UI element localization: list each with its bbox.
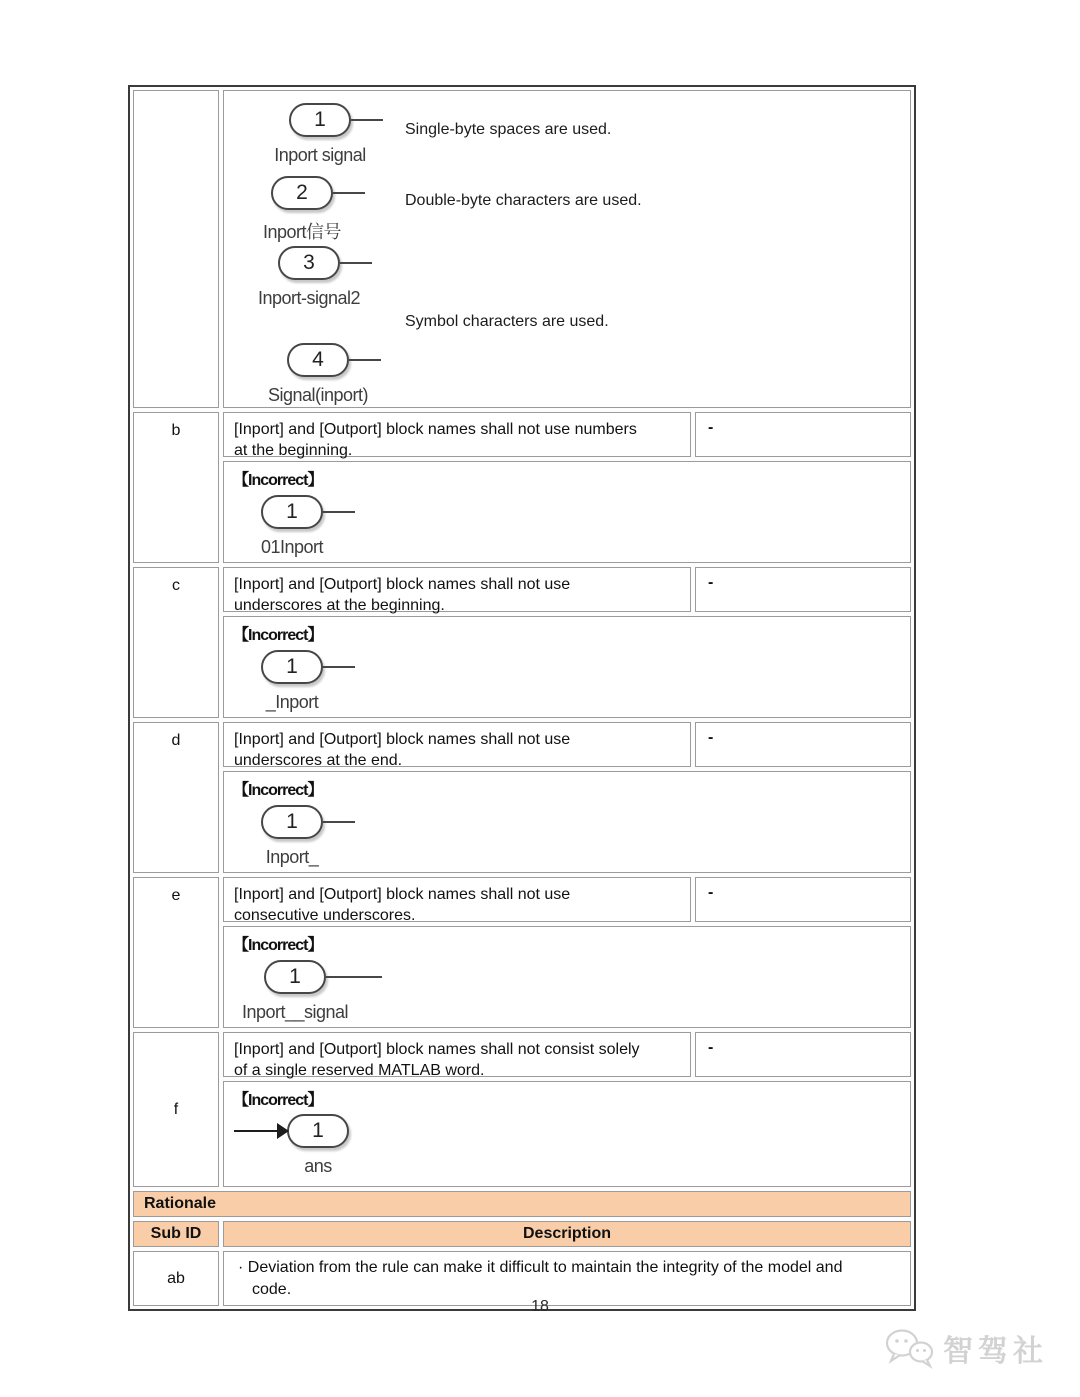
- input-arrow-icon: [234, 1130, 286, 1132]
- rule-description-cell: [223, 412, 691, 460]
- example-cell-top: [223, 90, 911, 408]
- inport-block-figure: [287, 1114, 349, 1177]
- inport-block: [271, 176, 333, 210]
- inport-block-label: Inport__signal: [241, 1002, 349, 1022]
- sub-id-cell-empty: [133, 90, 219, 408]
- incorrect-label: 【Incorrect】: [233, 782, 323, 799]
- rule-description: [Inport] and [Outport] block names shall not use underscores at the end.: [234, 731, 571, 770]
- inport-block-figure: [262, 176, 342, 244]
- inport-block-label: Inport_: [265, 847, 319, 867]
- modifier-cell: -: [695, 877, 911, 922]
- inport-block: [289, 103, 351, 137]
- example-annotation: Symbol characters are used.: [405, 313, 609, 330]
- signal-line: [326, 976, 382, 978]
- sub-id-cell: e: [133, 877, 219, 1028]
- incorrect-example-cell: [223, 461, 911, 563]
- incorrect-label: 【Incorrect】: [233, 937, 323, 954]
- port-number: 3: [303, 251, 315, 274]
- table-row-rule-d: [133, 722, 911, 873]
- table-row-rule-c: [133, 567, 911, 718]
- inport-block-label: _Inport: [265, 692, 319, 712]
- table-row-rule-f: [133, 1032, 911, 1187]
- rationale-text: Deviation from the rule can make it difficult to maintain the integrity of the model and code.: [247, 1259, 843, 1298]
- rule-description-cell: [223, 1032, 691, 1080]
- guideline-table: [128, 85, 916, 1311]
- signal-line: [323, 511, 355, 513]
- inport-block-label: Signal(inport): [267, 385, 369, 405]
- port-number: 1: [286, 500, 298, 523]
- inport-block-figure: [261, 495, 323, 558]
- table-row-rule-e: [133, 877, 911, 1028]
- port-number: 1: [286, 655, 298, 678]
- sub-id-cell: d: [133, 722, 219, 873]
- bullet: ·: [238, 1259, 244, 1276]
- port-number: 1: [289, 965, 301, 988]
- rule-description-cell: [223, 722, 691, 770]
- sub-id-cell: f: [133, 1032, 219, 1187]
- inport-block-figure: [274, 103, 366, 166]
- modifier-cell: -: [695, 412, 911, 457]
- inport-block: [278, 246, 340, 280]
- rationale-title: Rationale: [133, 1191, 911, 1217]
- signal-line: [340, 262, 372, 264]
- rule-description-cell: [223, 877, 691, 925]
- signal-line: [333, 192, 365, 194]
- incorrect-label: 【Incorrect】: [233, 627, 323, 644]
- port-number: 1: [312, 1119, 324, 1142]
- inport-block: [261, 805, 323, 839]
- inport-block-figure: [241, 960, 349, 1023]
- inport-block-label: ans: [304, 1156, 332, 1176]
- sub-id-cell: ab: [133, 1251, 219, 1306]
- inport-block: [261, 495, 323, 529]
- modifier-cell: -: [695, 722, 911, 767]
- description-header: Description: [223, 1221, 911, 1247]
- example-annotation: Double-byte characters are used.: [405, 192, 642, 209]
- inport-block-figure: [257, 246, 361, 309]
- inport-block-label: Inport-signal2: [257, 288, 361, 308]
- watermark: [883, 1326, 1048, 1370]
- signal-line: [323, 666, 355, 668]
- inport-block: [287, 343, 349, 377]
- table-row-rationale-headers: [133, 1221, 911, 1247]
- table-row-rationale: [133, 1191, 911, 1217]
- inport-block: [261, 650, 323, 684]
- sub-id-header: Sub ID: [133, 1221, 219, 1247]
- signal-line: [349, 359, 381, 361]
- rule-description: [Inport] and [Outport] block names shall not use consecutive underscores.: [234, 886, 571, 925]
- incorrect-label: 【Incorrect】: [233, 472, 323, 489]
- inport-block-label: 01Inport: [260, 537, 324, 557]
- inport-block-label: Inport信号: [262, 222, 342, 242]
- page-number: 18: [531, 1298, 549, 1315]
- sub-id-cell: b: [133, 412, 219, 563]
- port-number: 1: [286, 810, 298, 833]
- rationale-description: [238, 1257, 848, 1300]
- incorrect-example-cell: [223, 1081, 911, 1187]
- modifier-cell: -: [695, 567, 911, 612]
- watermark-text: 智驾社: [943, 1335, 1048, 1368]
- table-row-examples: [133, 90, 911, 408]
- rule-description: [Inport] and [Outport] block names shall not consist solely of a single reserved MATLAB word.: [234, 1041, 640, 1080]
- inport-block-figure: [261, 805, 323, 868]
- table-row-rule-b: [133, 412, 911, 563]
- example-annotation: Single-byte spaces are used.: [405, 121, 612, 138]
- incorrect-label: 【Incorrect】: [233, 1092, 323, 1109]
- rule-description: [Inport] and [Outport] block names shall not use numbers at the beginning.: [234, 421, 637, 460]
- sub-id-cell: c: [133, 567, 219, 718]
- inport-block: [287, 1114, 349, 1148]
- inport-block-figure: [261, 650, 323, 713]
- port-number: 2: [296, 181, 308, 204]
- port-number: 4: [312, 348, 324, 371]
- inport-block-label: Inport signal: [274, 145, 366, 165]
- signal-line: [323, 821, 355, 823]
- modifier-cell: -: [695, 1032, 911, 1077]
- port-number: 1: [314, 108, 326, 131]
- rule-description-cell: [223, 567, 691, 615]
- signal-line: [351, 119, 383, 121]
- wechat-icon: [883, 1326, 935, 1370]
- rule-description: [Inport] and [Outport] block names shall not use underscores at the beginning.: [234, 576, 571, 615]
- inport-block-figure: [267, 343, 369, 406]
- incorrect-example-cell: [223, 616, 911, 718]
- inport-block: [264, 960, 326, 994]
- incorrect-example-cell: [223, 771, 911, 873]
- incorrect-example-cell: [223, 926, 911, 1028]
